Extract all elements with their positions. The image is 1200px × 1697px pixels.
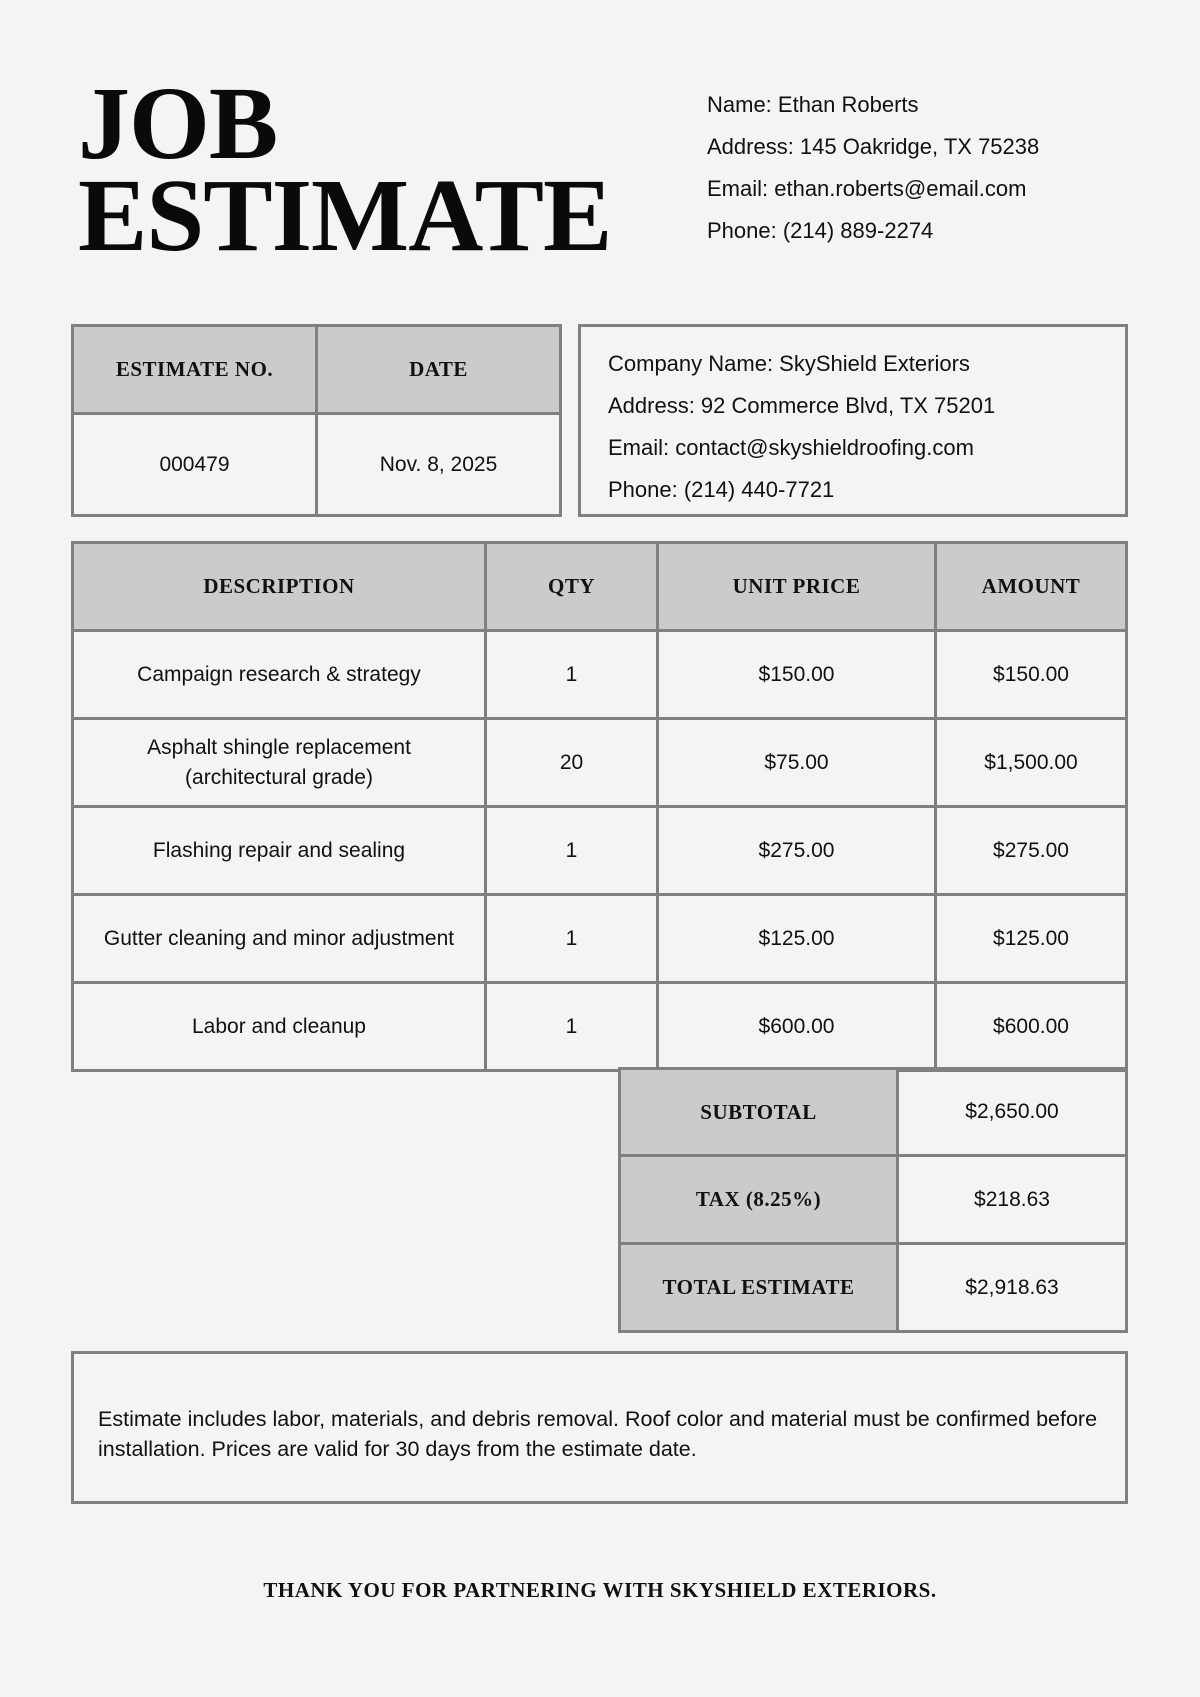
title-line-2: ESTIMATE <box>78 158 612 273</box>
cell-amount: $150.00 <box>936 631 1127 719</box>
subtotal-value: $2,650.00 <box>898 1069 1127 1156</box>
estimate-number: 000479 <box>73 414 317 516</box>
qty-header: QTY <box>486 543 658 631</box>
client-email: Email: ethan.roberts@email.com <box>707 176 1027 201</box>
cell-description: Asphalt shingle replacement (architectural grade) <box>73 719 486 807</box>
footer-thank-you: THANK YOU FOR PARTNERING WITH SKYSHIELD EXTERIORS. <box>263 1578 937 1602</box>
client-phone: Phone: (214) 889-2274 <box>707 218 934 243</box>
cell-unit-price: $150.00 <box>658 631 936 719</box>
cell-unit-price: $600.00 <box>658 983 936 1071</box>
notes-box <box>71 1351 1128 1504</box>
cell-description: Campaign research & strategy <box>73 631 486 719</box>
estimate-date: Nov. 8, 2025 <box>317 414 561 516</box>
notes-text: Estimate includes labor, materials, and debris removal. Roof color and material must be confirmed before installation. Prices are valid for 30 days from the estimate date. <box>98 1407 1098 1461</box>
totals-table <box>618 1067 1128 1333</box>
cell-amount: $600.00 <box>936 983 1127 1071</box>
subtotal-label: SUBTOTAL <box>620 1069 898 1156</box>
client-name: Name: Ethan Roberts <box>707 92 919 117</box>
cell-amount: $1,500.00 <box>936 719 1127 807</box>
cell-description: Flashing repair and sealing <box>73 807 486 895</box>
unit-price-header: UNIT PRICE <box>658 543 936 631</box>
company-name: Company Name: SkyShield Exteriors <box>608 351 970 376</box>
cell-amount: $275.00 <box>936 807 1127 895</box>
total-label: TOTAL ESTIMATE <box>620 1244 898 1332</box>
cell-qty: 1 <box>486 631 658 719</box>
company-email: Email: contact@skyshieldroofing.com <box>608 435 974 460</box>
amount-header: AMOUNT <box>936 543 1127 631</box>
total-value: $2,918.63 <box>898 1244 1127 1332</box>
estimate-info-table <box>71 324 562 517</box>
company-address: Address: 92 Commerce Blvd, TX 75201 <box>608 393 996 418</box>
estimate-number-header: ESTIMATE NO. <box>73 326 317 414</box>
cell-unit-price: $125.00 <box>658 895 936 983</box>
table-row <box>73 983 1127 1071</box>
cell-description: Labor and cleanup <box>73 983 486 1071</box>
cell-amount: $125.00 <box>936 895 1127 983</box>
table-row <box>73 895 1127 983</box>
table-row <box>73 807 1127 895</box>
cell-unit-price: $275.00 <box>658 807 936 895</box>
title-line-1: JOB <box>78 66 278 181</box>
cell-unit-price: $75.00 <box>658 719 936 807</box>
cell-qty: 20 <box>486 719 658 807</box>
table-row <box>73 631 1127 719</box>
items-table <box>71 541 1128 1072</box>
company-info <box>578 324 1128 517</box>
tax-label: TAX (8.25%) <box>620 1156 898 1244</box>
page-title <box>78 66 612 273</box>
cell-qty: 1 <box>486 895 658 983</box>
description-header: DESCRIPTION <box>73 543 486 631</box>
tax-value: $218.63 <box>898 1156 1127 1244</box>
cell-description: Gutter cleaning and minor adjustment <box>73 895 486 983</box>
date-header: DATE <box>317 326 561 414</box>
client-info <box>707 84 1039 252</box>
client-address: Address: 145 Oakridge, TX 75238 <box>707 134 1040 159</box>
cell-qty: 1 <box>486 807 658 895</box>
table-row <box>73 719 1127 807</box>
company-phone: Phone: (214) 440-7721 <box>608 477 835 502</box>
cell-qty: 1 <box>486 983 658 1071</box>
